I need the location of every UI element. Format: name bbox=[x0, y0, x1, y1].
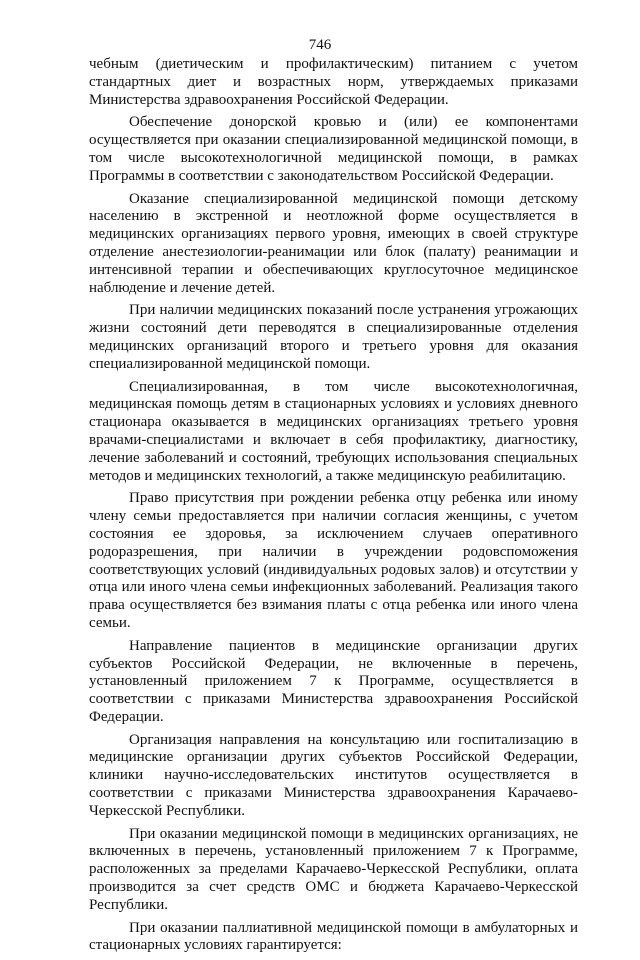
paragraph-patient-referral: Направление пациентов в медицинские организации других субъектов Российской Федерации, не включенные в перечень, установленный приложением 7 к Программе, осуществляется в соответствии с приказами Министерства здравоохранения Российской Федерации. bbox=[89, 637, 578, 725]
paragraph-continuation: чебным (диетическим и профилактическим) питанием с учетом стандартных диет и возрастных норм, утверждаемых приказами Министерства здравоохранения Российской Федерации. bbox=[89, 56, 578, 108]
paragraph-specialized-care: Специализированная, в том числе высокотехнологичная, медицинская помощь детям в стационарных условиях и условиях дневного стационара оказывается в медицинских организациях третьего уровня врачами-специалистами и включает в себя профилактику, диагностику, лечение заболеваний и состояний, требующих использования специальных методов и медицинских технологий, а также медицинскую реабилитацию. bbox=[89, 378, 578, 484]
page-number: 746 bbox=[308, 37, 332, 53]
paragraph-palliative-care: При оказании паллиативной медицинской помощи в амбулаторных и стационарных условиях гарантируется: bbox=[89, 919, 578, 954]
paragraph-donor-blood: Обеспечение донорской кровью и (или) ее компонентами осуществляется при оказании специализированной медицинской помощи, в том числе высокотехнологичной медицинской помощи, в рамках Программы в соответствии с законодательством Российской Федерации. bbox=[89, 114, 578, 184]
paragraph-children-transfer: При наличии медицинских показаний после устранения угрожающих жизни состояний дети переводятся в специализированные отделения медицинских организаций второго и третьего уровня для оказания специализированной медицинской помощи. bbox=[89, 302, 578, 372]
paragraph-consultation-organization: Организация направления на консультацию или госпитализацию в медицинские организации других субъектов Российской Федерации, клиники научно-исследовательских институтов осуществляется в соответствии с приказами Министерства здравоохранения Карачаево-Черкесской Республики. bbox=[89, 731, 578, 819]
body-text bbox=[89, 56, 578, 960]
paragraph-birth-presence: Право присутствия при рождении ребенка отцу ребенка или иному члену семьи предоставляется при наличии согласия женщины, с учетом состояния ее здоровья, за исключением случаев оперативного родоразрешения, при наличии в учреждении родовспоможения соответствующих условий (индивидуальных родовых залов) и отсутствии у отца или иного члена семьи инфекционных заболеваний. Реализация такого права осуществляется без взимания платы с отца ребенка или иного члена семьи. bbox=[89, 490, 578, 631]
paragraph-payment: При оказании медицинской помощи в медицинских организациях, не включенных в перечень, установленный приложением 7 к Программе, расположенных за пределами Карачаево-Черкесской Республики, оплата производится за счет средств ОМС и бюджета Карачаево-Черкесской Республики. bbox=[89, 825, 578, 913]
paragraph-children-emergency-care: Оказание специализированной медицинской помощи детскому населению в экстренной и неотложной форме осуществляется в медицинских организациях первого уровня, имеющих в своей структуре отделение анестезиологии-реанимации или блок (палату) реанимации и интенсивной терапии и обеспечивающих круглосуточное медицинское наблюдение и лечение детей. bbox=[89, 190, 578, 296]
